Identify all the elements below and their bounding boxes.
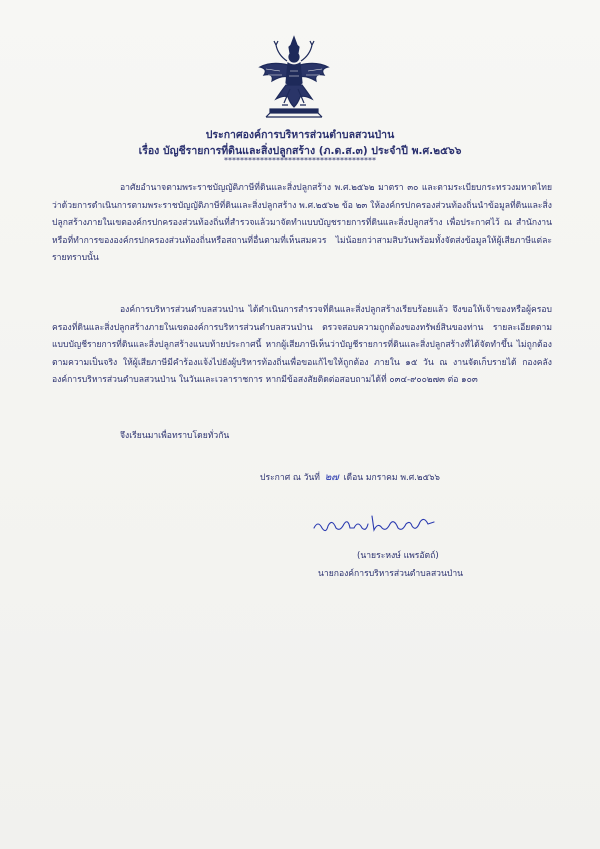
paragraph-authority: อาศัยอำนาจตามพระราชบัญญัติภาษีที่ดินและสิ่งปลูกสร้าง พ.ศ.๒๕๖๒ มาตรา ๓๐ และตามระเบียบกระทรวงมหาดไทย ว่าด้วยการดำเนินการตามพระราชบัญญัติภาษีที่ดินและสิ่งปลูกสร้าง พ.ศ.๒๕๖๒ ข้อ ๒๓ ให้องค์กรปกครองส่วนท้องถิ่นนำข้อมูลที่ดินและสิ่งปลูกสร้างภายในเขตองค์กรปกครองส่วนท้องถิ่นที่สำรวจแล้วมาจัดทำแบบบัญชรายการที่ดินและสิ่งปลูกสร้าง เพื่อประกาศไว้ ณ สำนักงานหรือที่ทำการขององค์กรปกครองส่วนท้องถิ่นหรือสถานที่อื่นตามที่เห็นสมควร ไม่น้อยกว่าสามสิบวันพร้อมทั้งจัดส่งข้อมูลให้ผู้เสียภาษีแต่ละรายทราบนั้น	[52, 183, 552, 264]
signature-handwritten	[312, 512, 438, 536]
date-suffix: เดือน มกราคม พ.ศ.๒๕๖๖	[343, 473, 440, 483]
subject-title: เรื่อง บัญชีรายการที่ดินและสิ่งปลูกสร้าง (ภ.ด.ส.๓) ประจำปี พ.ศ.๒๕๖๖	[138, 145, 462, 157]
organization-title: ประกาศองค์การบริหารส่วนตำบลสวนป่าน	[205, 129, 395, 141]
date-prefix: ประกาศ ณ วันที่	[260, 473, 320, 483]
signatory-position: นายกองค์การบริหารส่วนตำบลสวนป่าน	[318, 569, 464, 579]
signatory-name: (นายระหงษ์ แพรอัตถ์)	[357, 551, 439, 561]
garuda-emblem-icon	[254, 33, 334, 121]
paragraph-survey-notice: องค์การบริหารส่วนตำบลสวนป่าน ได้ดำเนินการสำรวจที่ดินและสิ่งปลูกสร้างเรียบร้อยแล้ว จึงขอให้เจ้าของหรือผู้ครอบครองที่ดินและสิ่งปลูกสร้างภายในเขตองค์การบริหารส่วนตำบลสวนป่าน ตรวจสอบความถูกต้องของทรัพย์สินของท่าน รายละเอียดตามแบบบัญชีรายการที่ดินและสิ่งปลูกสร้างแนบท้ายประกาศนี้ หากผู้เสียภาษีเห็นว่าบัญชีรายการที่ดินและสิ่งปลูกสร้างที่ได้จัดทำขึ้น ไม่ถูกต้องตามความเป็นจริง ให้ผู้เสียภาษีมีคำร้องแจ้งไปยังผู้บริหารท้องถิ่นเพื่อขอแก้ไขให้ถูกต้อง ภายใน ๑๕ วัน ณ งานจัดเก็บรายได้ กองคลัง องค์การบริหารส่วนตำบลสวนป่าน ในวันและเวลาราชการ หากมีข้อสงสัยติดต่อสอบถามได้ที่ ๐๓๔-๙๐๐๒๗๓ ต่อ ๑๐๓	[52, 305, 552, 386]
divider-stars: **************************************	[224, 156, 376, 165]
paragraph-closing: จึงเรียนมาเพื่อทราบโดยทั่วกัน	[120, 431, 230, 441]
announcement-date	[260, 470, 440, 485]
date-day-handwritten: ๒๗	[324, 472, 339, 483]
